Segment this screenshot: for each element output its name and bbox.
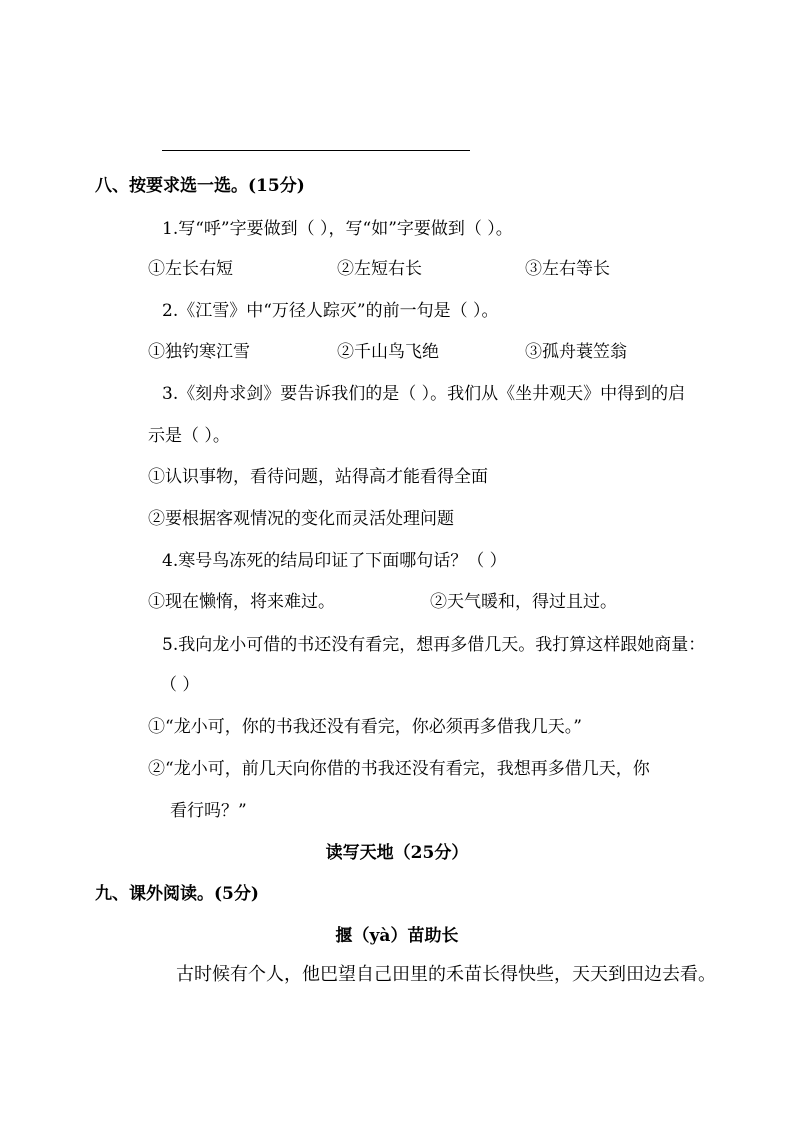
question-3-option-2: ②要根据客观情况的变化而灵活处理问题 (148, 509, 454, 529)
part-title: 读写天地（25分） (325, 843, 469, 863)
question-5-stem-line-1: 5.我向龙小可借的书还没有看完，想再多借几天。我打算这样跟她商量： (162, 635, 706, 655)
question-2-option-3: ③孤舟蓑笠翁 (525, 342, 627, 362)
question-5-option-2-line-2: 看行吗？” (170, 801, 247, 821)
question-5-stem-line-2: （ ） (160, 675, 200, 695)
question-2-stem: 2.《江雪》中“万径人踪灭”的前一句是（ ）。 (162, 301, 499, 321)
question-1-option-1: ①左长右短 (148, 259, 233, 279)
question-4-option-2: ②天气暖和，得过且过。 (430, 592, 617, 612)
question-5-option-1: ①“龙小可，你的书我还没有看完，你必须再多借我几天。” (148, 717, 582, 737)
question-2-option-1: ①独钓寒江雪 (148, 342, 250, 362)
question-3-stem-line-1: 3.《刻舟求剑》要告诉我们的是（ ）。我们从《坐井观天》中得到的启 (162, 384, 686, 404)
story-paragraph: 古时候有个人，他巴望自己田里的禾苗长得快些，天天到田边去看。 (176, 964, 716, 985)
question-3-option-1: ①认识事物，看待问题，站得高才能看得全面 (148, 467, 488, 487)
question-1-option-2: ②左短右长 (337, 259, 422, 279)
question-5-option-2-line-1: ②“龙小可，前几天向你借的书我还没有看完，我想再多借几天，你 (148, 759, 650, 779)
question-4-stem: 4.寒号鸟冻死的结局印证了下面哪句话？（ ） (162, 551, 507, 571)
question-3-stem-line-2: 示是（ ）。 (148, 426, 230, 446)
answer-line (162, 150, 470, 151)
question-1-stem: 1.写“呼”字要做到（ ），写“如”字要做到（ ）。 (162, 219, 513, 239)
story-title: 揠（yà）苗助长 (335, 926, 459, 946)
section-9-heading: 九、课外阅读。(5分) (95, 884, 259, 904)
question-2-option-2: ②千山鸟飞绝 (337, 342, 439, 362)
section-8-heading: 八、按要求选一选。(15分) (95, 176, 305, 196)
question-4-option-1: ①现在懒惰，将来难过。 (148, 592, 335, 612)
question-1-option-3: ③左右等长 (525, 259, 610, 279)
